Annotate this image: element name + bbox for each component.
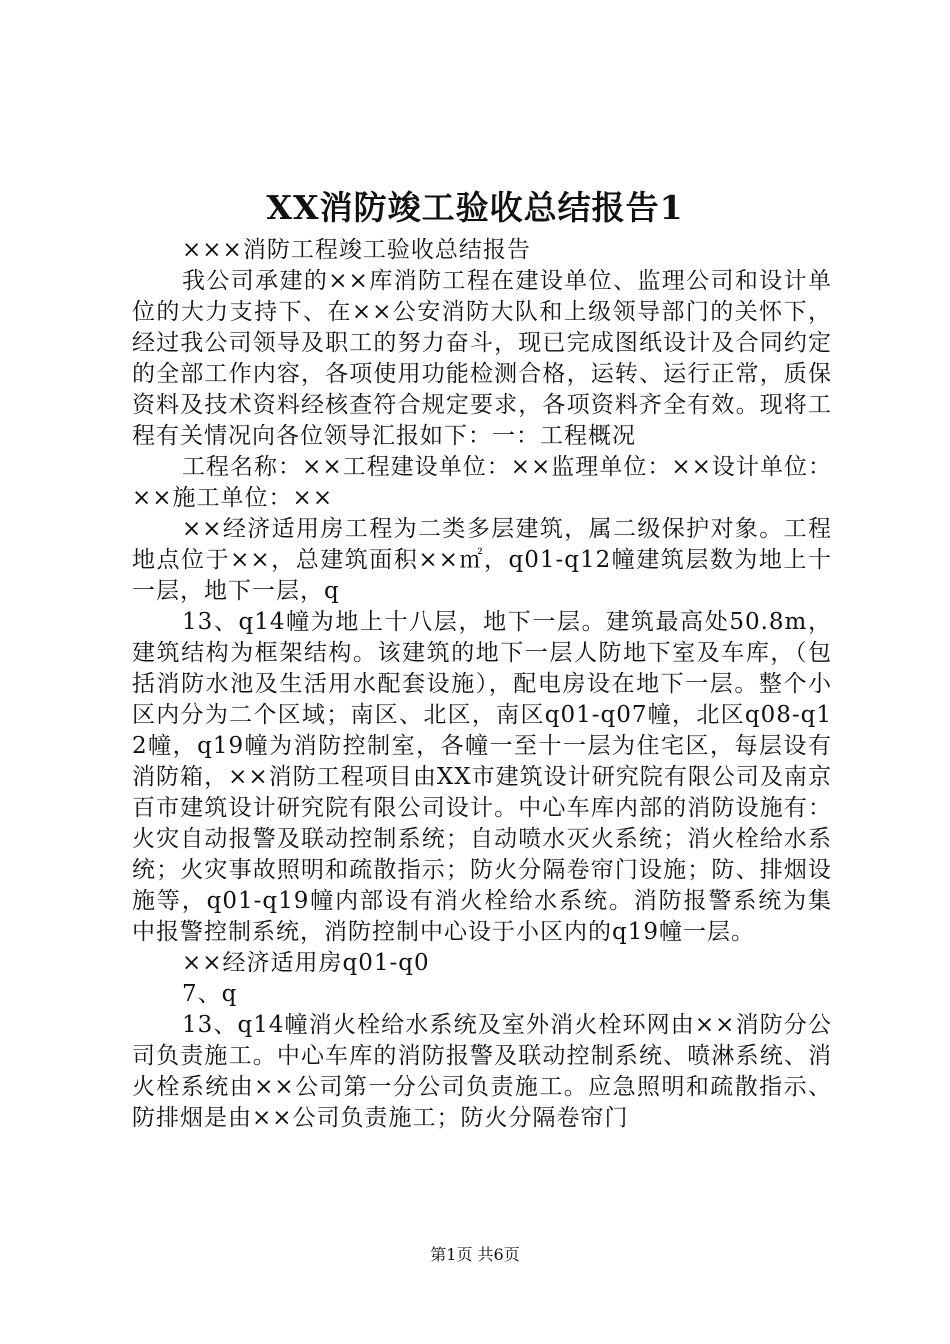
paragraph-housing-range: ××经济适用房q01-q0 [182,950,430,976]
page-number-footer: 第1页 共6页 [430,1245,520,1264]
paragraph-project-units: 工程名称：××工程建设单位：××监理单位：××设计单位：××施工单位：×× [132,454,832,511]
paragraph-construction-units: 13、q14幢消火栓给水系统及室外消火栓环网由××消防分公司负责施工。中心车库的消防报警及联动控制系统、喷淋系统、消火栓系统由××公司第一分公司负责施工。应急照明和疏散指示、防排烟是由××公司负责施工；防火分隔卷帘门 [132,1012,832,1131]
paragraph-intro: 我公司承建的××库消防工程在建设单位、监理公司和设计单位的大力支持下、在××公安消防大队和上级领导部门的关怀下，经过我公司领导及职工的努力奋斗，现已完成图纸设计及合同约定的全部工作内容，各项使用功能检测合格，运转、运行正常，质保资料及技术资料经核查符合规定要求，各项资料齐全有效。现将工程有关情况向各位领导汇报如下：一：工程概况 [132,268,832,449]
paragraph-building-overview: ××经济适用房工程为二类多层建筑，属二级保护对象。工程地点位于××，总建筑面积××㎡，q01-q12幢建筑层数为地上十一层，地下一层，q [132,516,832,604]
paragraph-housing-range-cont: 7、q [182,981,238,1007]
paragraph-heading: ×××消防工程竣工验收总结报告 [182,237,531,263]
document-title: XX消防竣工验收总结报告1 [266,188,684,227]
document-body [132,235,832,1134]
paragraph-building-details: 13、q14幢为地上十八层，地下一层。建筑最高处50.8m，建筑结构为框架结构。该建筑的地下一层人防地下室及车库，（包括消防水池及生活用水配套设施），配电房设在地下一层。整个小区内分为二个区域；南区、北区，南区q01-q07幢，北区q08-q12幢，q19幢为消防控制室，各幢一至十一层为住宅区，每层设有消防箱，××消防工程项目由XX市建筑设计研究院有限公司及南京百市建筑设计研究院有限公司设计。中心车库内部的消防设施有：火灾自动报警及联动控制系统；自动喷水灭火系统；消火栓给水系统；火灾事故照明和疏散指示；防火分隔卷帘门设施；防、排烟设施等，q01-q19幢内部设有消火栓给水系统。消防报警系统为集中报警控制系统，消防控制中心设于小区内的q19幢一层。 [132,609,832,945]
